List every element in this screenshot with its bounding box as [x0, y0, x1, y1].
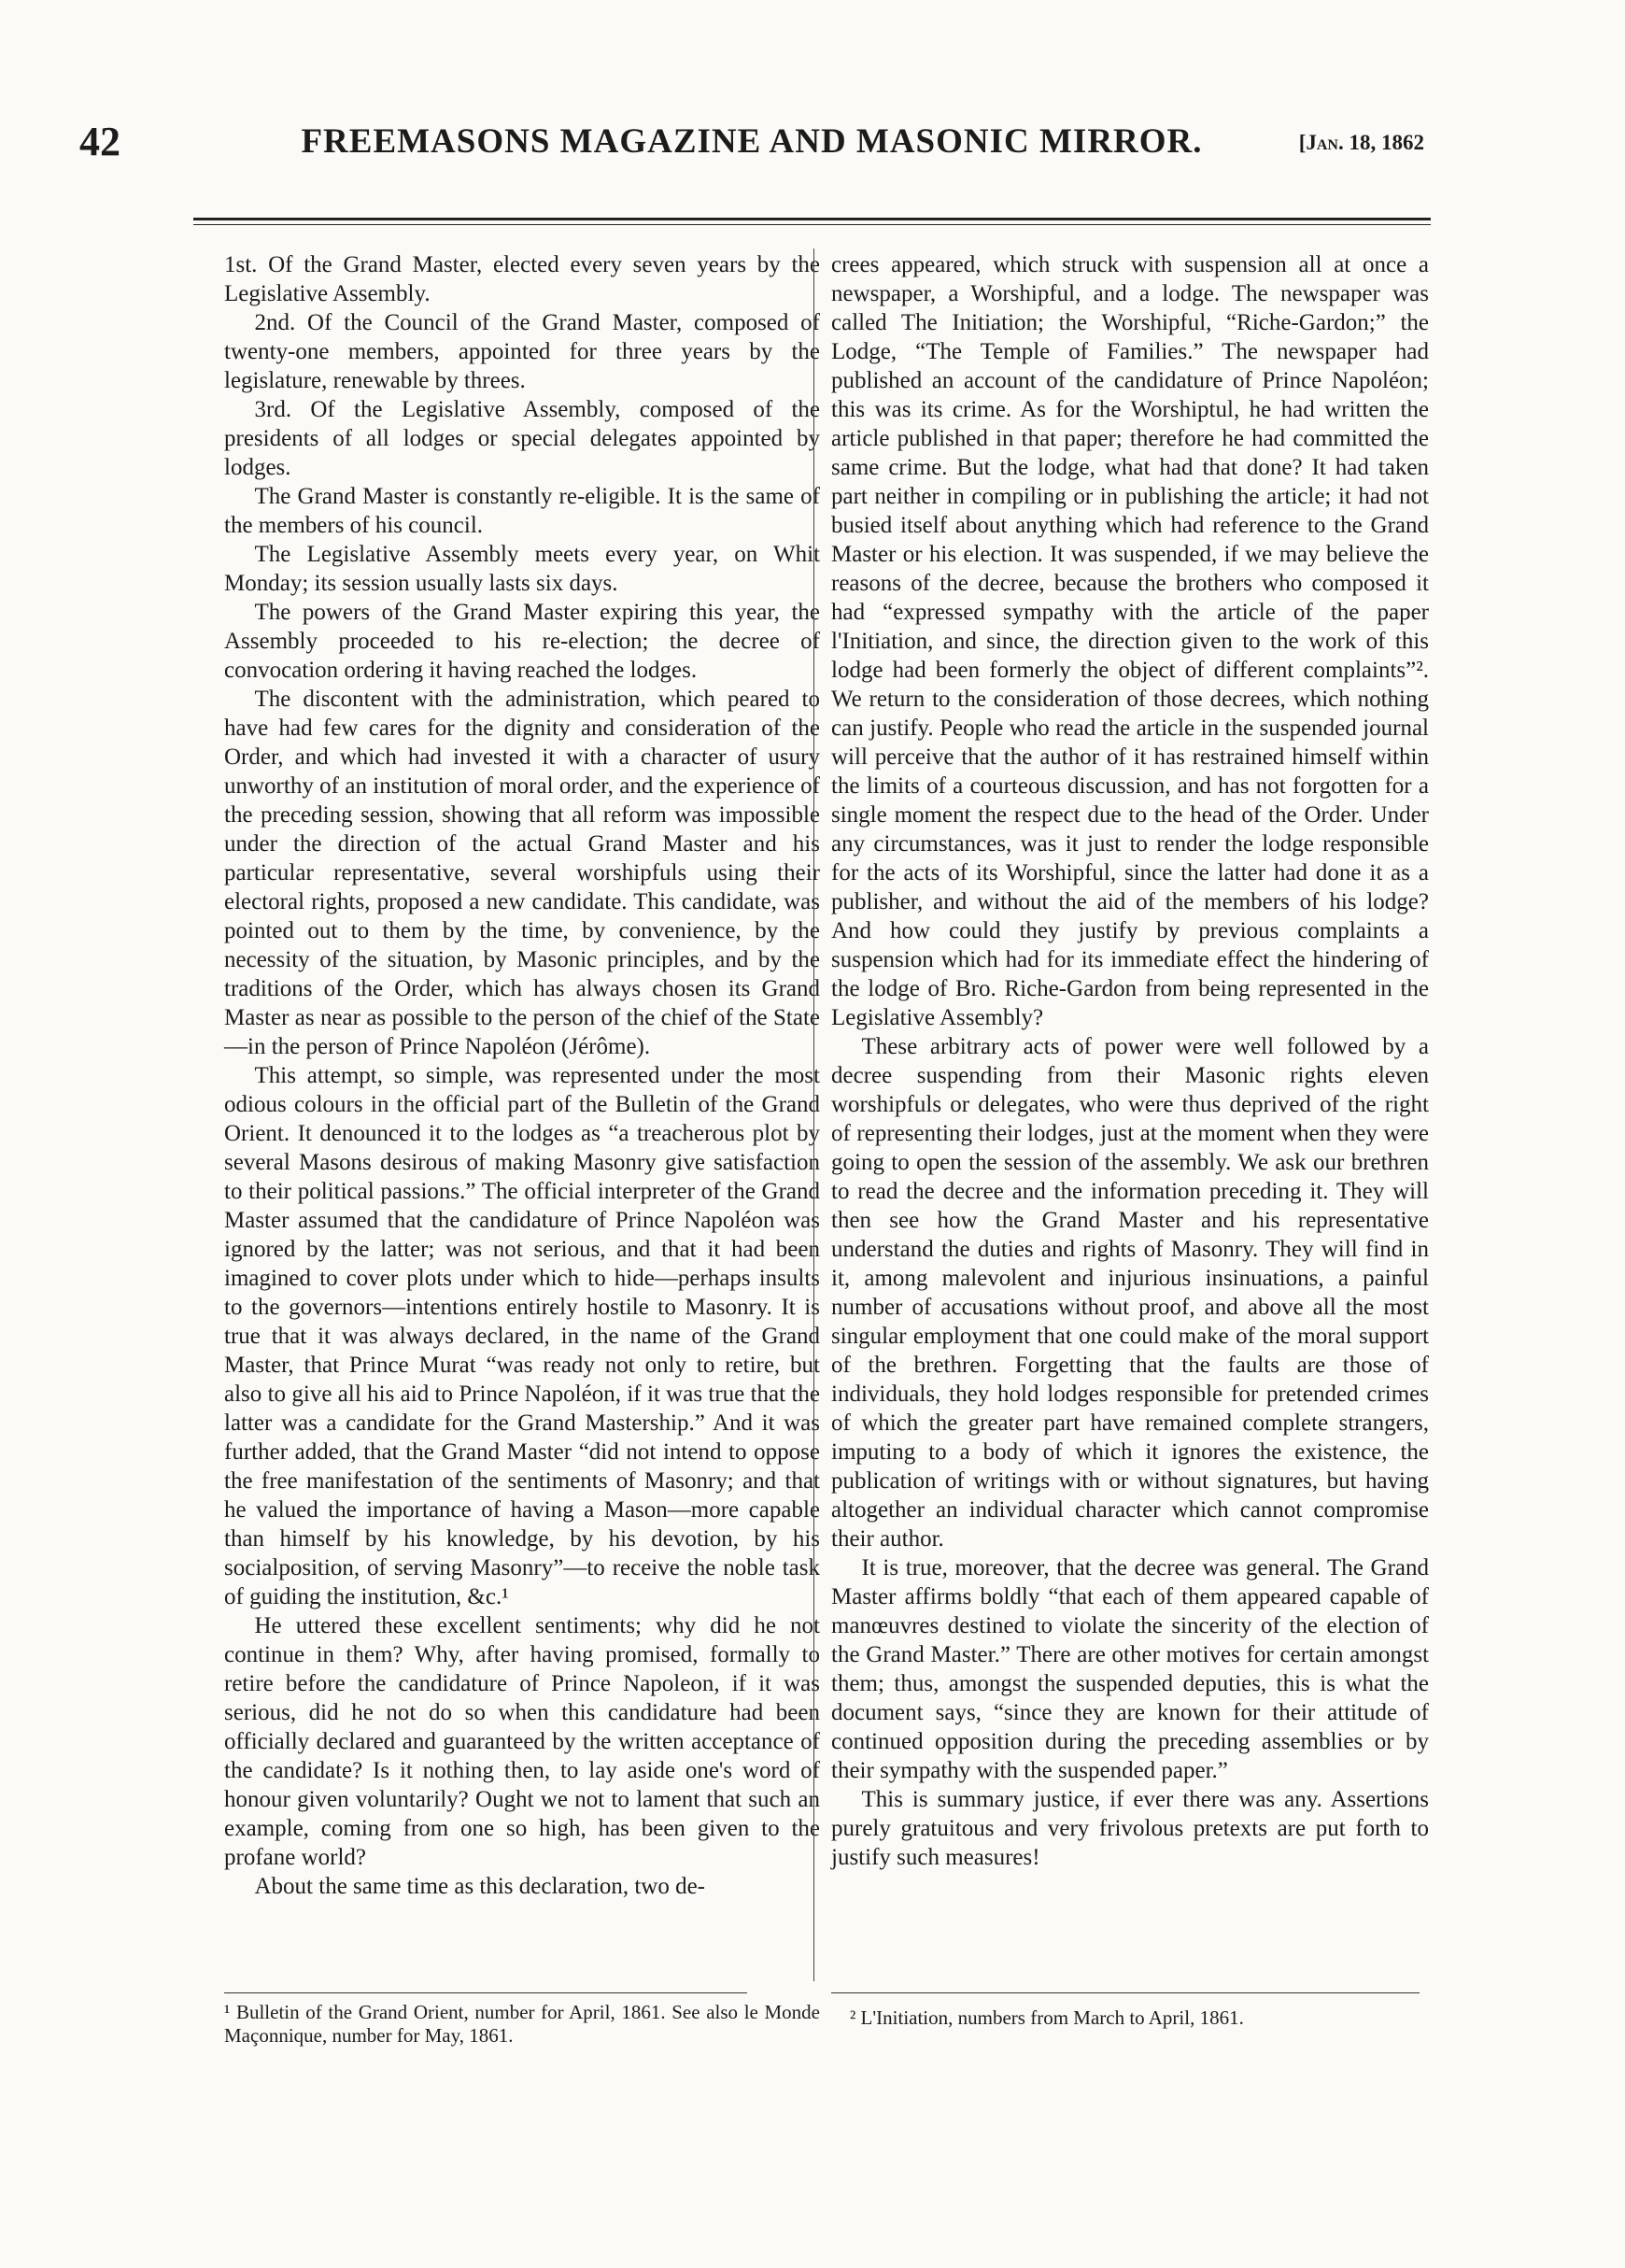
left-column	[224, 250, 820, 1901]
paragraph: The Legislative Assembly meets every year, on Whit Monday; its session usually lasts six days.	[224, 542, 820, 596]
paragraph: 1st. Of the Grand Master, elected every seven years by the Legislative Assembly.	[224, 252, 820, 306]
paragraph: 2nd. Of the Council of the Grand Master, composed of twenty-one members, appointed for three years by the legislature, renewable by threes.	[224, 310, 820, 393]
footnote-rule	[831, 1992, 1420, 1993]
footnote-left: ¹ Bulletin of the Grand Orient, number for April, 1861. See also le Monde Maçonnique, number for May, 1861.	[224, 2001, 820, 2047]
right-column	[831, 250, 1429, 1872]
paragraph: The Grand Master is constantly re-eligible. It is the same of the members of his council.	[224, 484, 820, 538]
paragraph: 3rd. Of the Legislative Assembly, composed of the presidents of all lodges or special delegates appointed by lodges.	[224, 397, 820, 480]
header-rule-thick	[193, 218, 1431, 220]
paragraph: He uttered these excellent sentiments; why did he not continue in them? Why, after having promised, formally to retire before the candidature of Prince Napoleon, if it was serious, did he not do so when this candidature had been officially declared and guaranteed by the written acceptance of the candidate? Is it nothing then, to lay aside one's word of honour given voluntarily? Ought we not to lament that such an example, coming from one so high, has been given to the profane world?	[224, 1613, 820, 1870]
paragraph: The discontent with the administration, which peared to have had few cares for the dignity and consideration of the Order, and which had invested it with a character of usury unworthy of an institution of moral order, and the experience of the preceding session, showing that all reform was impossible under the direction of the actual Grand Master and his particular representative, several worshipfuls using their electoral rights, proposed a new candidate. This candidate, was pointed out to them by the time, by convenience, by the necessity of the situation, by Masonic principles, and by the traditions of the Order, which has always chosen its Grand Master as near as possible to the person of the chief of the State—in the person of Prince Napoléon (Jérôme).	[224, 687, 820, 1059]
header-rule-thin	[193, 224, 1431, 225]
page-header	[79, 114, 1424, 170]
page-number: 42	[79, 119, 120, 164]
issue-date: [Jan. 18, 1862	[1298, 131, 1424, 154]
magazine-title: FREEMASONS MAGAZINE AND MASONIC MIRROR.	[301, 122, 1203, 161]
footnote-rule	[224, 1992, 747, 1993]
paragraph: About the same time as this declaration, two de-	[254, 1874, 706, 1899]
footnote-right: ² L'Initiation, numbers from March to April, 1861.	[850, 2006, 1244, 2029]
paragraph: It is true, moreover, that the decree was general. The Grand Master affirms boldly “that each of them appeared capable of manœuvres destined to violate the sincerity of the election of the Grand Master.” There are other motives for certain amongst them; thus, amongst the suspended deputies, this is what the document says, “since they are known for their attitude of continued opposition during the preceding assemblies or by their sympathy with the suspended paper.”	[831, 1555, 1429, 1783]
paragraph: The powers of the Grand Master expiring this year, the Assembly proceeded to his re-election; the decree of convocation ordering it having reached the lodges.	[224, 600, 820, 683]
column-divider	[813, 248, 814, 1981]
paragraph: These arbitrary acts of power were well followed by a decree suspending from their Masonic rights eleven worshipfuls or delegates, who were thus deprived of the right of representing their lodges, just at the moment when they were going to open the session of the assembly. We ask our brethren to read the decree and the information preceding it. They will then see how the Grand Master and his representative understand the duties and rights of Masonry. They will find in it, among malevolent and injurious insinuations, a painful number of accusations without proof, and above all the most singular employment that one could make of the moral support of the brethren. Forgetting that the faults are those of individuals, they hold lodges responsible for pretended crimes of which the greater part have remained complete strangers, imputing to a body of which it ignores the existence, the publication of writings with or without signatures, but having altogether an individual character which cannot compromise their author.	[831, 1034, 1429, 1552]
paragraph: This is summary justice, if ever there was any. Assertions purely gratuitous and very frivolous pretexts are put forth to justify such measures!	[831, 1787, 1429, 1870]
paragraph: This attempt, so simple, was represented under the most odious colours in the official part of the Bulletin of the Grand Orient. It denounced it to the lodges as “a treacherous plot by several Masons desirous of making Masonry give satisfaction to their political passions.” The official interpreter of the Grand Master assumed that the candidature of Prince Napoléon was ignored by the latter; was not serious, and that it had been imagined to cover plots under which to hide—perhaps insults to the governors—intentions entirely hostile to Masonry. It is true that it was always declared, in the name of the Grand Master, that Prince Murat “was ready not only to retire, but also to give all his aid to Prince Napoléon, if it was true that the latter was a candidate for the Grand Mastership.” And it was further added, that the Grand Master “did not intend to oppose the free manifestation of the sentiments of Masonry; and that he valued the importance of having a Mason—more capable than himself by his knowledge, by his devotion, by his socialposition, of serving Masonry”—to receive the noble task of guiding the institution, &c.¹	[224, 1063, 820, 1609]
paragraph: crees appeared, which struck with suspension all at once a newspaper, a Worshipful, and a lodge. The newspaper was called The Initiation; the Worshipful, “Riche-Gardon;” the Lodge, “The Temple of Families.” The newspaper had published an account of the candidature of Prince Napoléon; this was its crime. As for the Worshiptul, he had written the article published in that paper; therefore he had committed the same crime. But the lodge, what had that done? It had taken part neither in compiling or in publishing the article; it had not busied itself about anything which had reference to the Grand Master or his election. It was suspended, if we may believe the reasons of the decree, because the brothers who composed it had “expressed sympathy with the article of the paper l'Initiation, and since, the direction given to the work of this lodge had been formerly the object of different complaints”². We return to the consideration of those decrees, which nothing can justify. People who read the article in the suspended journal will perceive that the author of it has restrained himself within the limits of a courteous discussion, and has not forgotten for a single moment the respect due to the head of the Order. Under any circumstances, was it just to render the lodge responsible for the acts of its Worshipful, since the latter had done it as a publisher, and without the aid of the members of his lodge? And how could they justify by previous complaints a suspension which had for its immediate effect the hindering of the lodge of Bro. Riche-Gardon from being represented in the Legislative Assembly?	[831, 252, 1429, 1030]
